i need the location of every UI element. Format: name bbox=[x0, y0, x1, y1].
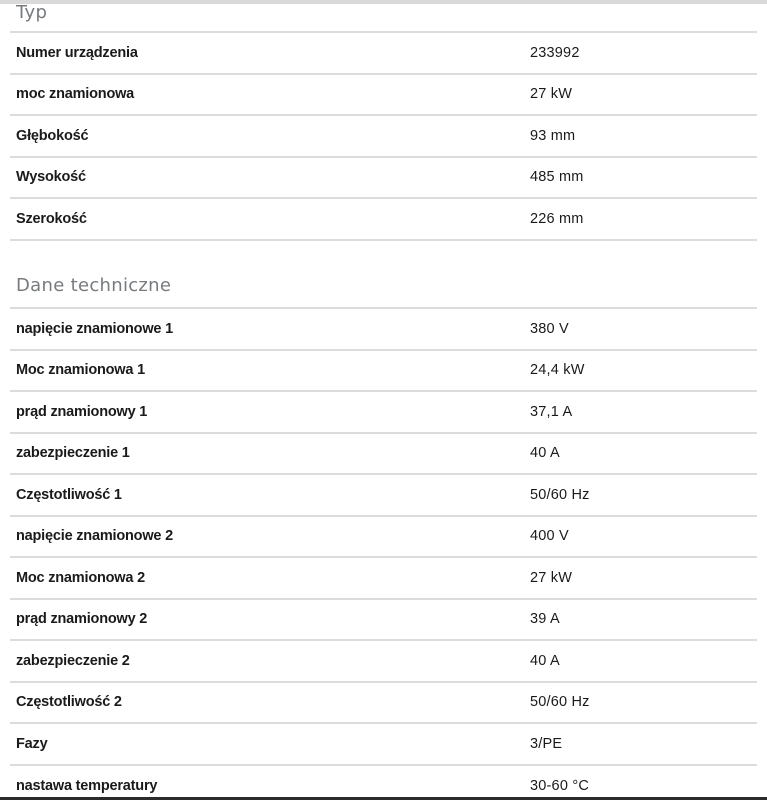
row-value: 93 mm bbox=[530, 115, 757, 157]
row-value: 40 A bbox=[530, 640, 757, 682]
row-value: 39 A bbox=[530, 599, 757, 641]
table-row bbox=[10, 723, 757, 765]
row-value: 24,4 kW bbox=[530, 350, 757, 392]
table-row bbox=[10, 32, 757, 74]
row-value: 50/60 Hz bbox=[530, 474, 757, 516]
section-title-dane-techniczne: Dane techniczne bbox=[0, 265, 767, 307]
spec-table-typ bbox=[10, 31, 757, 241]
section-dane-techniczne bbox=[0, 265, 767, 806]
table-row bbox=[10, 640, 757, 682]
row-label: Moc znamionowa 2 bbox=[10, 557, 530, 599]
row-label: Częstotliwość 2 bbox=[10, 682, 530, 724]
row-label: prąd znamionowy 1 bbox=[10, 391, 530, 433]
table-row bbox=[10, 308, 757, 350]
row-label: zabezpieczenie 1 bbox=[10, 433, 530, 475]
table-row bbox=[10, 682, 757, 724]
table-row bbox=[10, 557, 757, 599]
table-row bbox=[10, 474, 757, 516]
row-label: Szerokość bbox=[10, 198, 530, 240]
table-row bbox=[10, 74, 757, 116]
table-row bbox=[10, 599, 757, 641]
row-value: 27 kW bbox=[530, 557, 757, 599]
row-value: 485 mm bbox=[530, 157, 757, 199]
row-value: 27 kW bbox=[530, 74, 757, 116]
row-label: Moc znamionowa 1 bbox=[10, 350, 530, 392]
row-value: 233992 bbox=[530, 32, 757, 74]
row-label: moc znamionowa bbox=[10, 74, 530, 116]
row-value: 37,1 A bbox=[530, 391, 757, 433]
section-title-typ: Typ bbox=[0, 0, 767, 31]
row-value: 400 V bbox=[530, 516, 757, 558]
table-row bbox=[10, 198, 757, 240]
row-label: prąd znamionowy 2 bbox=[10, 599, 530, 641]
row-label: Częstotliwość 1 bbox=[10, 474, 530, 516]
row-label: napięcie znamionowe 1 bbox=[10, 308, 530, 350]
row-label: Fazy bbox=[10, 723, 530, 765]
table-row bbox=[10, 433, 757, 475]
row-value: 50/60 Hz bbox=[530, 682, 757, 724]
row-label: nastawa temperatury bbox=[10, 765, 530, 806]
row-value: 30-60 °C bbox=[530, 765, 757, 806]
row-value: 380 V bbox=[530, 308, 757, 350]
row-value: 3/PE bbox=[530, 723, 757, 765]
row-value: 226 mm bbox=[530, 198, 757, 240]
row-value: 40 A bbox=[530, 433, 757, 475]
row-label: napięcie znamionowe 2 bbox=[10, 516, 530, 558]
row-label: Głębokość bbox=[10, 115, 530, 157]
table-row bbox=[10, 516, 757, 558]
spec-table-dane-techniczne bbox=[10, 307, 757, 806]
row-label: zabezpieczenie 2 bbox=[10, 640, 530, 682]
table-row bbox=[10, 115, 757, 157]
table-row bbox=[10, 350, 757, 392]
table-row bbox=[10, 391, 757, 433]
table-row bbox=[10, 157, 757, 199]
row-label: Numer urządzenia bbox=[10, 32, 530, 74]
row-label: Wysokość bbox=[10, 157, 530, 199]
section-typ bbox=[0, 0, 767, 241]
